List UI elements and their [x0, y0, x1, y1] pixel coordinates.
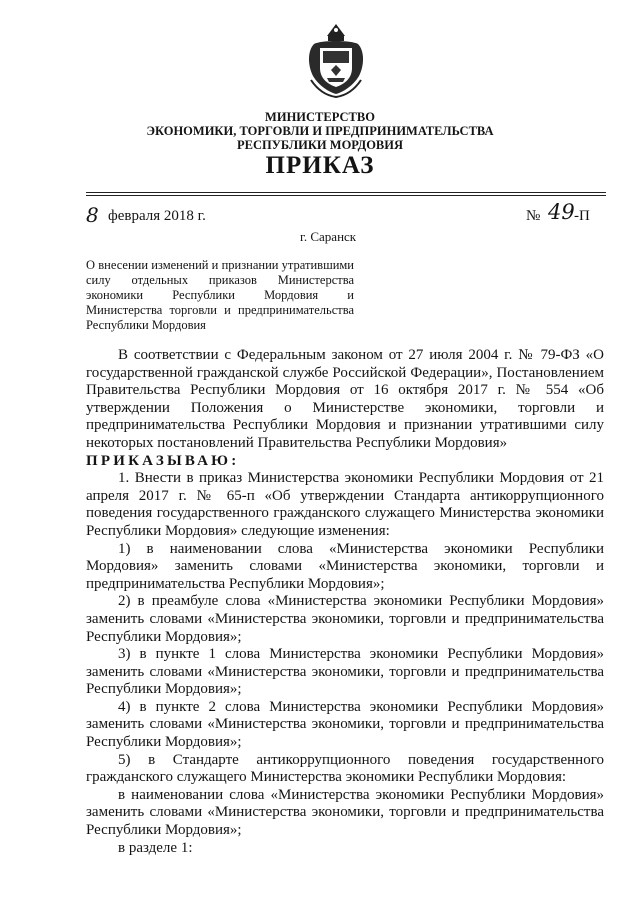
- clause-1-item-3: 3) в пункте 1 слова Министерства экономики Республики Мордовия» заменить словами «Министерства экономики, торговли и предпринимательства Республики Мордовия»;: [86, 646, 604, 698]
- clause-1-item-5-b: в разделе 1:: [118, 839, 193, 856]
- city: г. Саранск: [300, 229, 357, 244]
- intro-paragraph: В соответствии с Федеральным законом от 27 июля 2004 г. № 79-ФЗ «О государственной гражданской службе Российской Федерации», Постановлением Правительства Республики Мордовия от 16 октября 2017 г. № 554 «Об утверждении Положения о Министерстве экономики, торговли и предпринимательства Республики Мордовия и признании утратившими силу некоторых постановлений Правительства Республики Мордовия»: [86, 347, 604, 451]
- clause-1-item-2: 2) в преамбуле слова «Министерства экономики Республики Мордовия» заменить словами «Министерства экономики, торговли и предпринимательства Республики Мордовия»;: [86, 593, 604, 645]
- ministry-name-line-3: РЕСПУБЛИКИ МОРДОВИЯ: [236, 138, 404, 152]
- clause-1-item-5: 5) в Стандарте антикоррупционного поведения государственного гражданского служащего Министерства экономики Республики Мордовия:: [86, 751, 604, 786]
- date-month-year: февраля 2018 г.: [108, 208, 206, 224]
- header-divider-top: [86, 192, 606, 193]
- clause-1-item-1: 1) в наименовании слова «Министерства экономики Республики Мордовия» заменить словами «Министерства экономики, торговли и предпринимательства Республики Мордовия»;: [86, 540, 604, 592]
- clause-1-item-4: 4) в пункте 2 слова Министерства экономики Республики Мордовия» заменить словами «Министерства экономики, торговли и предпринимательства Республики Мордовия»;: [86, 698, 604, 751]
- clause-1: 1. Внести в приказ Министерства экономики Республики Мордовия от 21 апреля 2017 г. № 65-п «Об утверждении Стандарта антикоррупционного поведения государственного гражданского служащего Министерства экономики Республики Мордовия» следующие изменения:: [86, 470, 604, 539]
- document-title: ПРИКАЗ: [265, 152, 375, 179]
- date-day: 8: [86, 203, 99, 227]
- order-body: [86, 347, 604, 857]
- decree-heading: ПРИКАЗЫВАЮ:: [86, 452, 240, 469]
- header-divider-bottom: [86, 195, 606, 196]
- order-number: 49: [548, 200, 575, 224]
- order-number-suffix: -П: [574, 208, 590, 224]
- number-label: №: [526, 208, 541, 224]
- ministry-name-line-2: ЭКОНОМИКИ, ТОРГОВЛИ И ПРЕДПРИНИМАТЕЛЬСТВА: [146, 124, 494, 138]
- coat-of-arms-icon: [305, 20, 367, 98]
- clause-1-item-5-a: в наименовании слова «Министерства экономики Республики Мордовия» заменить словами «Министерства экономики, торговли и предпринимательства Республики Мордовия»;: [86, 786, 604, 839]
- order-subject: О внесении изменений и признании утратившими силу отдельных приказов Министерства экономики Республики Мордовия и Министерства торговли и предпринимательства Республики Мордовия: [86, 258, 354, 332]
- ministry-name-line-1: МИНИСТЕРСТВО: [265, 110, 375, 124]
